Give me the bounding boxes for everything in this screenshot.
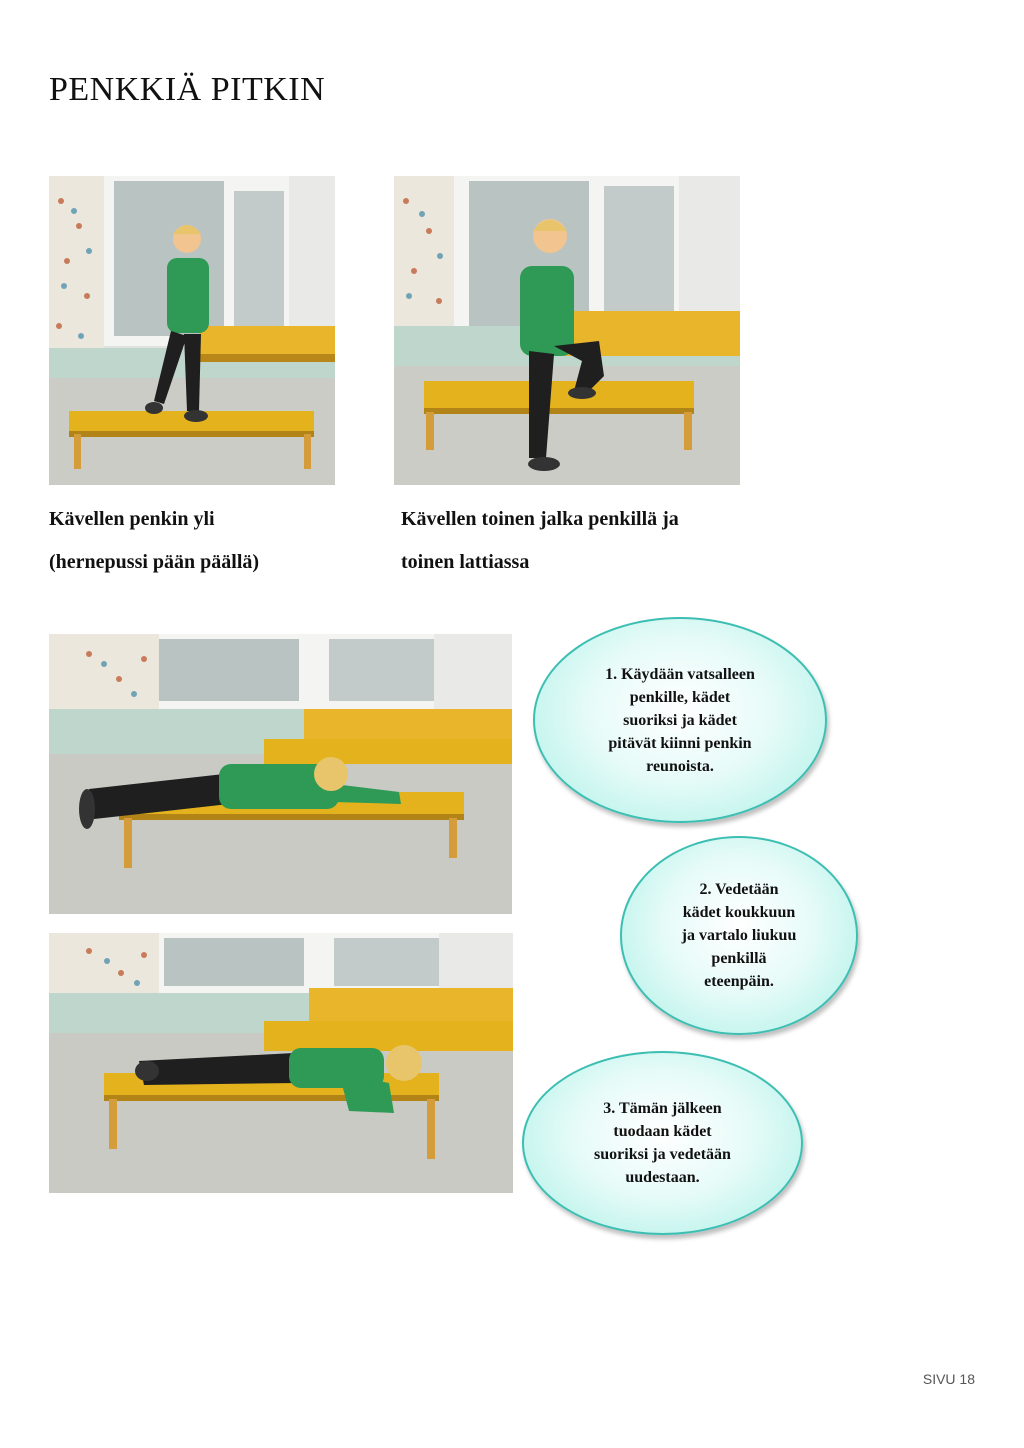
caption-one-foot-on-bench	[401, 498, 679, 584]
instruction-bubble-3	[522, 1051, 803, 1235]
bubble-line: uudestaan.	[625, 1169, 700, 1186]
bubble-line: suoriksi ja kädet	[623, 711, 737, 729]
bubble-line: reunoista.	[646, 757, 714, 775]
photo-one-foot-on-bench	[394, 176, 740, 485]
caption-walking-over-bench	[49, 498, 259, 584]
instruction-bubble-2	[620, 836, 858, 1035]
bubble-line: penkille, kädet	[629, 688, 731, 706]
photo-lying-arms-straight	[49, 634, 512, 914]
page-title: PENKKIÄ PITKIN	[49, 70, 326, 108]
bubble-line: ja vartalo liukuu	[681, 927, 797, 944]
bubble-line: penkillä	[711, 950, 767, 967]
photo-lying-arms-bent	[49, 933, 513, 1193]
caption-line: toinen lattiassa	[401, 551, 530, 573]
bubble-line: eteenpäin.	[704, 973, 774, 990]
caption-line: (hernepussi pään päällä)	[49, 551, 260, 573]
bubble-line: pitävät kiinni penkin	[608, 734, 752, 752]
photo-walking-over-bench	[49, 176, 335, 485]
bubble-line: kädet koukkuun	[682, 904, 796, 921]
caption-line: Kävellen toinen jalka penkillä ja	[401, 508, 679, 530]
bubble-line: suoriksi ja vedetään	[594, 1146, 731, 1163]
page-number: SIVU 18	[922, 1371, 975, 1387]
caption-line: Kävellen penkin yli	[49, 508, 215, 530]
bubble-line: 1. Käydään vatsalleen	[605, 665, 755, 683]
bubble-line: tuodaan kädet	[613, 1123, 712, 1140]
bubble-line: 3. Tämän jälkeen	[603, 1100, 722, 1117]
bubble-line: 2. Vedetään	[699, 881, 779, 898]
instruction-bubble-1	[533, 617, 827, 823]
